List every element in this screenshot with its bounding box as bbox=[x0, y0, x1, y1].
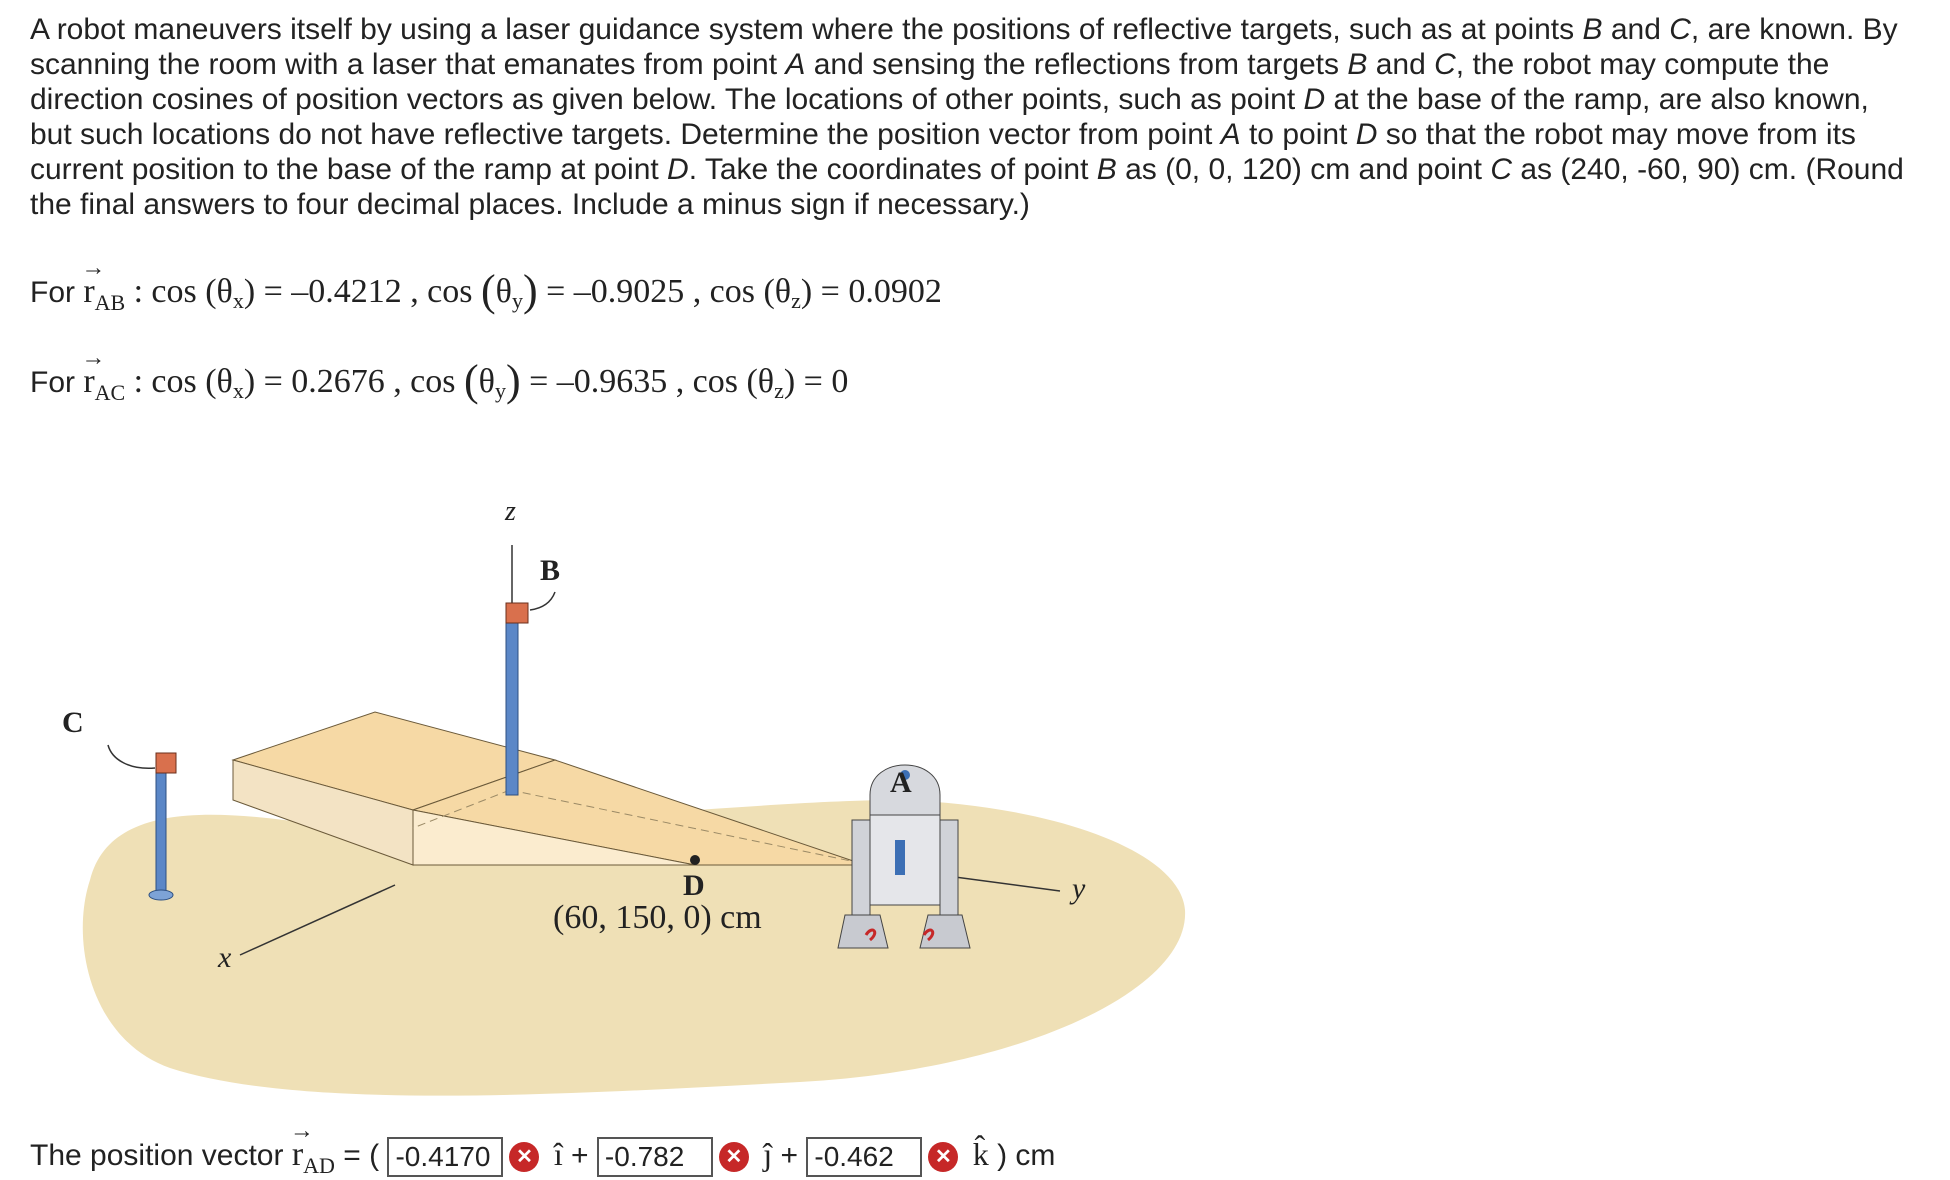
incorrect-icon: ✕ bbox=[509, 1142, 539, 1172]
robot-ramp-figure bbox=[0, 470, 1250, 1120]
rab-prefix: For bbox=[30, 276, 75, 309]
label-B: B bbox=[540, 554, 561, 587]
problem-statement: A robot maneuvers itself by using a laser guidance system where the positions of reflective targets, such as at points B and C, are known. By scanning the room with a laser that emanates from point A and sensing the reflections from targets B and C, the robot may compute the direction cosines of position vectors as given below. The locations of other points, such as point D at the base of the ramp, are also known, but such locations do not have reflective targets. Determine the position vector from point A to point D so that the robot may move from its current position to the base of the ramp at point D. Take the coordinates of point B as (0, 0, 120) cm and point C as (240, -60, 90) cm. (Round the final answers to four decimal places. Include a minus sign if necessary.) bbox=[30, 13, 1904, 221]
label-D-coords: (60, 150, 0) cm bbox=[553, 899, 762, 936]
k-component-input[interactable]: -0.462 bbox=[806, 1137, 922, 1177]
label-y: y bbox=[1072, 872, 1086, 905]
pole-B bbox=[506, 605, 518, 795]
rab-cosz: $\cos (\theta_z) = 0.0902$ bbox=[709, 273, 942, 313]
rad-vector-symbol: → $r_{AD}$ bbox=[289, 1118, 335, 1178]
label-A: A bbox=[890, 766, 912, 799]
j-hat: ĵ bbox=[763, 1136, 773, 1172]
label-x: x bbox=[218, 941, 232, 974]
answer-prefix: The position vector bbox=[30, 1139, 284, 1172]
label-C: C bbox=[62, 706, 84, 739]
rac-cosy: $\cos (\theta_y) = -0.9635$ , bbox=[410, 356, 685, 405]
incorrect-icon: ✕ bbox=[928, 1142, 958, 1172]
rac-prefix: For bbox=[30, 366, 75, 399]
rab-cosines: For → $r_{AB}$ : $\cos (\theta_x) = -0.4212$ , $\cos (\theta_y) = -0.9025$ , $\cos (\theta_z) = 0.0902$ bbox=[30, 255, 942, 315]
vector-arrow-icon: → bbox=[289, 1118, 314, 1144]
rac-cosx: $\cos (\theta_x) = 0.2676$ , bbox=[151, 363, 402, 403]
i-hat: î bbox=[553, 1136, 563, 1172]
rab-cosy: $\cos (\theta_y) = -0.9025$ , bbox=[427, 266, 702, 315]
label-z: z bbox=[505, 496, 516, 527]
target-C-icon bbox=[156, 753, 176, 773]
answer-equals: = ( bbox=[343, 1139, 380, 1172]
i-component-input[interactable]: -0.4170 bbox=[387, 1137, 503, 1177]
rac-cosz: $\cos (\theta_z) = 0$ bbox=[692, 363, 849, 403]
vector-arrow-icon: → bbox=[81, 345, 106, 371]
rac-vector-symbol: → $r_{AC}$ bbox=[81, 345, 126, 405]
label-D: D bbox=[683, 869, 705, 902]
rab-vector-symbol: → $r_{AB}$ bbox=[81, 255, 126, 315]
target-B-icon bbox=[506, 603, 528, 623]
vector-arrow-icon: → bbox=[81, 255, 106, 281]
incorrect-icon: ✕ bbox=[719, 1142, 749, 1172]
answer-suffix: ) cm bbox=[997, 1139, 1056, 1172]
rab-cosx: $\cos (\theta_x) = -0.4212$ , bbox=[151, 273, 419, 313]
pole-C bbox=[156, 770, 166, 895]
k-hat: k̂ bbox=[972, 1136, 989, 1172]
rac-cosines: For → $r_{AC}$ : $\cos (\theta_x) = 0.2676$ , $\cos (\theta_y) = -0.9635$ , $\cos (\theta_z) = 0$ bbox=[30, 345, 849, 405]
answer-row: The position vector → $r_{AD}$ = ( -0.4170 ✕ î + -0.782 ✕ ĵ + -0.462 ✕ k̂ ) cm bbox=[30, 1118, 1056, 1178]
point-D-marker bbox=[690, 855, 700, 865]
j-component-input[interactable]: -0.782 bbox=[597, 1137, 713, 1177]
